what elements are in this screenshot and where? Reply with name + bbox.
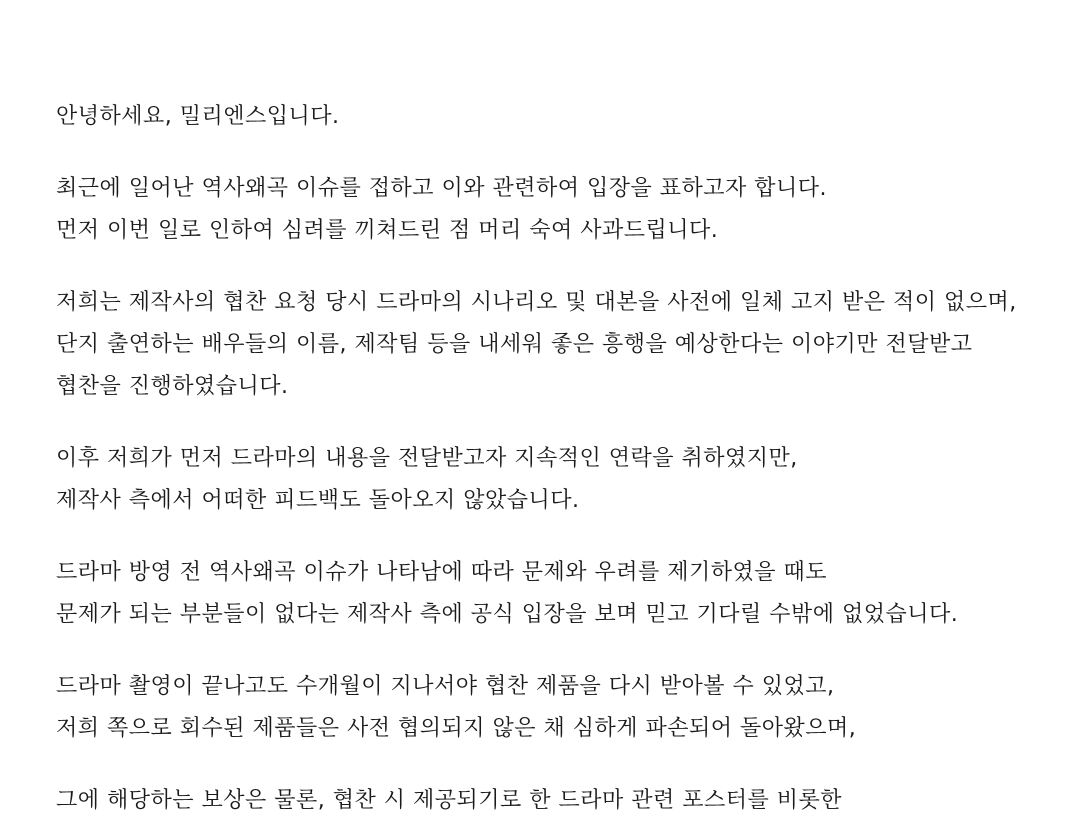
text-line: 제작사 측에서 어떠한 피드백도 돌아오지 않았습니다. xyxy=(56,488,580,513)
paragraph-sponsorship xyxy=(56,282,1056,408)
paragraph-contact xyxy=(56,438,1056,522)
text-line: 그에 해당하는 보상은 물론, 협찬 시 제공되기로 한 드라마 관련 포스터를 비롯한 xyxy=(56,788,842,813)
text-line: 최근에 일어난 역사왜곡 이슈를 접하고 이와 관련하여 입장을 표하고자 합니다. xyxy=(56,176,827,201)
text-line: 협찬을 진행하였습니다. xyxy=(56,374,289,399)
paragraph-gap xyxy=(56,636,1056,666)
paragraph-products xyxy=(56,666,1056,750)
text-line: 드라마 방영 전 역사왜곡 이슈가 나타남에 따라 문제와 우려를 제기하였을 때도 xyxy=(56,560,827,585)
text-line: 이후 저희가 먼저 드라마의 내용을 전달받고자 지속적인 연락을 취하였지만, xyxy=(56,446,798,471)
paragraph-gap xyxy=(56,408,1056,438)
paragraph-apology xyxy=(56,168,1056,252)
text-line: 단지 출연하는 배우들의 이름, 제작팀 등을 내세워 좋은 흥행을 예상한다는 이야기만 전달받고 xyxy=(56,332,973,357)
paragraph-compensation xyxy=(56,780,1056,822)
text-line: 안녕하세요, 밀리엔스입니다. xyxy=(56,104,340,129)
paragraph-gap xyxy=(56,522,1056,552)
text-line: 저희는 제작사의 협찬 요청 당시 드라마의 시나리오 및 대본을 사전에 일체 고지 받은 적이 없으며, xyxy=(56,290,1017,315)
paragraph-gap xyxy=(56,252,1056,282)
statement-body xyxy=(56,96,1056,822)
text-line: 먼저 이번 일로 인하여 심려를 끼쳐드린 점 머리 숙여 사과드립니다. xyxy=(56,218,719,243)
paragraph-concerns xyxy=(56,552,1056,636)
paragraph-greeting xyxy=(56,96,1056,138)
paragraph-gap xyxy=(56,750,1056,780)
text-line: 드라마 촬영이 끝나고도 수개월이 지나서야 협찬 제품을 다시 받아볼 수 있었고, xyxy=(56,674,835,699)
paragraph-gap xyxy=(56,138,1056,168)
text-line: 문제가 되는 부분들이 없다는 제작사 측에 공식 입장을 보며 믿고 기다릴 수밖에 없었습니다. xyxy=(56,602,959,627)
text-line: 저희 쪽으로 회수된 제품들은 사전 협의되지 않은 채 심하게 파손되어 돌아왔으며, xyxy=(56,716,857,741)
